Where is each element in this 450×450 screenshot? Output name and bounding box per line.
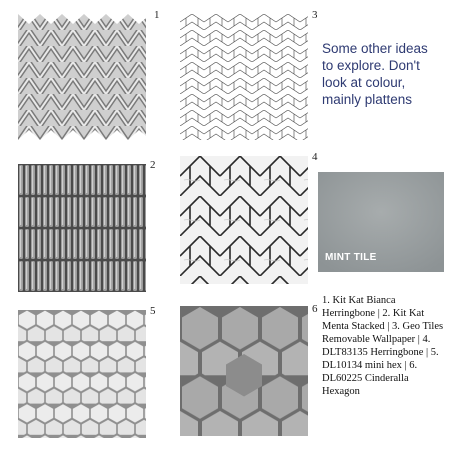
- tile-number-2: 2: [150, 159, 156, 171]
- tile-image-6: [180, 306, 308, 436]
- tile-number-4: 4: [312, 151, 318, 163]
- tile-image-1: [18, 14, 146, 140]
- large-hex-pattern: [180, 306, 308, 436]
- mint-tile-image: [318, 172, 444, 272]
- herringbone-line-pattern: [180, 14, 308, 140]
- mini-hex-pattern: [18, 310, 146, 438]
- tile-image-5: [18, 310, 146, 438]
- tile-number-5: 5: [150, 305, 156, 317]
- tile-number-6: 6: [312, 303, 318, 315]
- tile-image-4: [180, 156, 308, 284]
- tile-number-1: 1: [154, 9, 160, 21]
- tile-number-3: 3: [312, 9, 318, 21]
- tile-list-caption: 1. Kit Kat Bianca Herringbone | 2. Kit Kat Menta Stacked | 3. Geo Tiles Removable Wallpaper | 4. DLT83135 Herringbone | 5. DL10134 mini hex | 6. DL60225 Cinderalla Hexagon: [322, 295, 444, 397]
- mint-tile-logo: MINT TILE: [325, 252, 377, 263]
- tile-image-2: [18, 164, 146, 292]
- stacked-finger-pattern: [18, 164, 146, 292]
- ideas-note: Some other ideas to explore. Don't look at colour, mainly plattens: [322, 41, 428, 107]
- marble-herringbone-pattern: [180, 156, 308, 284]
- tile-image-3: [180, 14, 308, 140]
- herringbone-grey-pattern: [18, 14, 146, 140]
